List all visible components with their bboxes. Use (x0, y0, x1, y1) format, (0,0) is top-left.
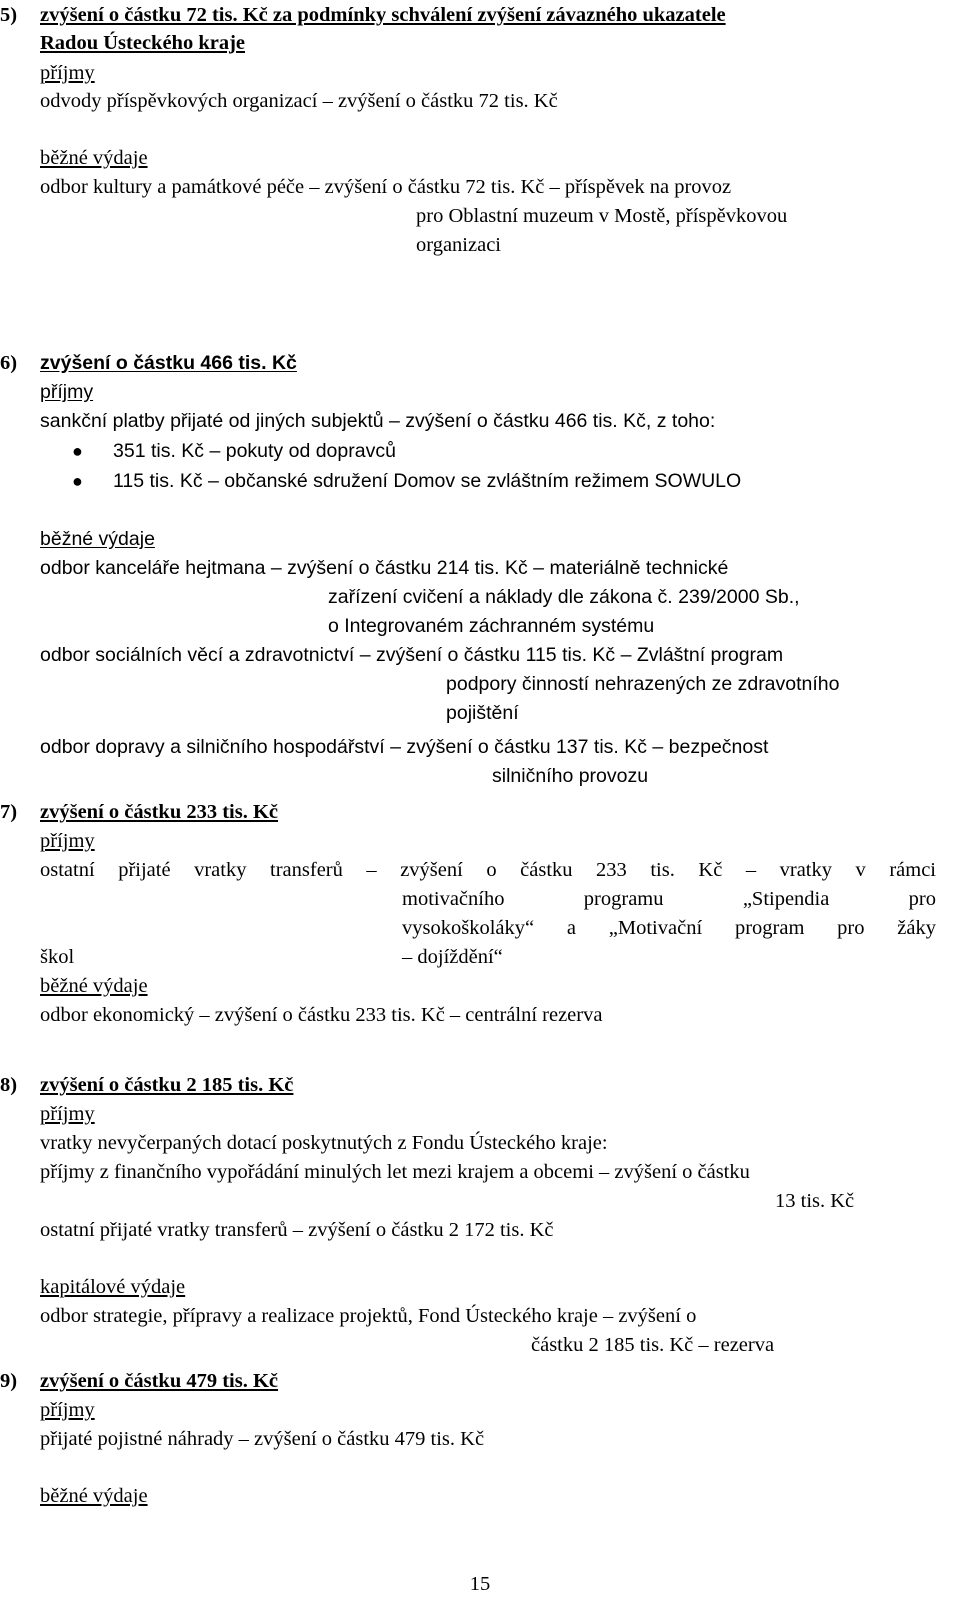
section-8-line: odbor strategie, přípravy a realizace projektů, Fond Ústeckého kraje – zvýšení o (40, 1305, 697, 1327)
section-6-number: 6) (0, 352, 18, 374)
section-6-line: o Integrovaném záchranném systému (328, 615, 655, 637)
section-7-line: – dojíždění“ (402, 946, 503, 968)
section-8-kapitalove-label: kapitálové výdaje (40, 1276, 186, 1298)
section-7-line: vysokoškoláky“ a „Motivační program pro žáky (402, 917, 936, 939)
section-5-line: odbor kultury a památkové péče – zvýšení o částku 72 tis. Kč – příspěvek na provoz (40, 176, 732, 198)
page-number: 15 (469, 1573, 491, 1595)
section-6-line: silničního provozu (492, 765, 649, 787)
section-7-number: 7) (0, 801, 18, 823)
section-6-line: odbor kanceláře hejtmana – zvýšení o částku 214 tis. Kč – materiálně technické (40, 557, 729, 579)
section-9-bezne-label: běžné výdaje (40, 1485, 148, 1507)
section-8-number: 8) (0, 1074, 18, 1096)
section-9-prijmy-label: příjmy (40, 1399, 95, 1421)
section-7-heading: zvýšení o částku 233 tis. Kč (40, 801, 279, 823)
section-6-heading: zvýšení o částku 466 tis. Kč (40, 352, 297, 374)
section-6-bullet-item: 351 tis. Kč – pokuty od dopravců (113, 440, 396, 462)
section-5-line: pro Oblastní muzeum v Mostě, příspěvkovou (416, 205, 788, 227)
section-9-line: přijaté pojistné náhrady – zvýšení o částku 479 tis. Kč (40, 1428, 485, 1450)
bullet-icon: ● (72, 441, 83, 461)
section-8-line: vratky nevyčerpaných dotací poskytnutých z Fondu Ústeckého kraje: (40, 1132, 608, 1154)
section-6-line: odbor dopravy a silničního hospodářství – zvýšení o částku 137 tis. Kč – bezpečnost (40, 736, 769, 758)
section-6-bullet-item: 115 tis. Kč – občanské sdružení Domov se zvláštním režimem SOWULO (113, 470, 742, 492)
section-8-heading: zvýšení o částku 2 185 tis. Kč (40, 1074, 294, 1096)
section-9-heading: zvýšení o částku 479 tis. Kč (40, 1370, 279, 1392)
section-8-line: částku 2 185 tis. Kč – rezerva (531, 1334, 775, 1356)
section-7-line: motivačního programu „Stipendia pro (402, 888, 936, 910)
section-6-line: zařízení cvičení a náklady dle zákona č. 239/2000 Sb., (328, 586, 800, 608)
section-5-prijmy-label: příjmy (40, 62, 95, 84)
section-5-heading-line-1: zvýšení o částku 72 tis. Kč za podmínky schválení zvýšení závazného ukazatele (40, 4, 726, 26)
section-6-bezne-label: běžné výdaje (40, 528, 155, 550)
section-8-line: 13 tis. Kč (775, 1190, 855, 1212)
section-7-line: ostatní přijaté vratky transferů – zvýšení o částku 233 tis. Kč – vratky v rámci (40, 859, 936, 881)
section-7-bezne-label: běžné výdaje (40, 975, 148, 997)
section-8-prijmy-label: příjmy (40, 1103, 95, 1125)
section-7-prijmy-label: příjmy (40, 830, 95, 852)
section-6-prijmy-label: příjmy (40, 381, 94, 403)
section-6-line: pojištění (446, 702, 519, 724)
section-5-heading-line-2: Radou Ústeckého kraje (40, 32, 245, 54)
section-9-number: 9) (0, 1370, 18, 1392)
section-6-line: sankční platby přijaté od jiných subjektů – zvýšení o částku 466 tis. Kč, z toho: (40, 410, 716, 432)
section-5-bezne-label: běžné výdaje (40, 147, 148, 169)
section-6-line: podpory činností nehrazených ze zdravotního (446, 673, 840, 695)
section-7-line: odbor ekonomický – zvýšení o částku 233 tis. Kč – centrální rezerva (40, 1004, 603, 1026)
section-8-line: příjmy z finančního vypořádání minulých let mezi krajem a obcemi – zvýšení o částku (40, 1161, 750, 1183)
section-5-line: odvody příspěvkových organizací – zvýšení o částku 72 tis. Kč (40, 90, 558, 112)
section-6-line: odbor sociálních věcí a zdravotnictví – zvýšení o částku 115 tis. Kč – Zvláštní program (40, 644, 784, 666)
section-7-line: škol (40, 946, 75, 968)
section-5-number: 5) (0, 4, 18, 26)
bullet-icon: ● (72, 471, 83, 491)
section-8-line: ostatní přijaté vratky transferů – zvýšení o částku 2 172 tis. Kč (40, 1219, 554, 1241)
section-5-line: organizaci (416, 234, 501, 256)
